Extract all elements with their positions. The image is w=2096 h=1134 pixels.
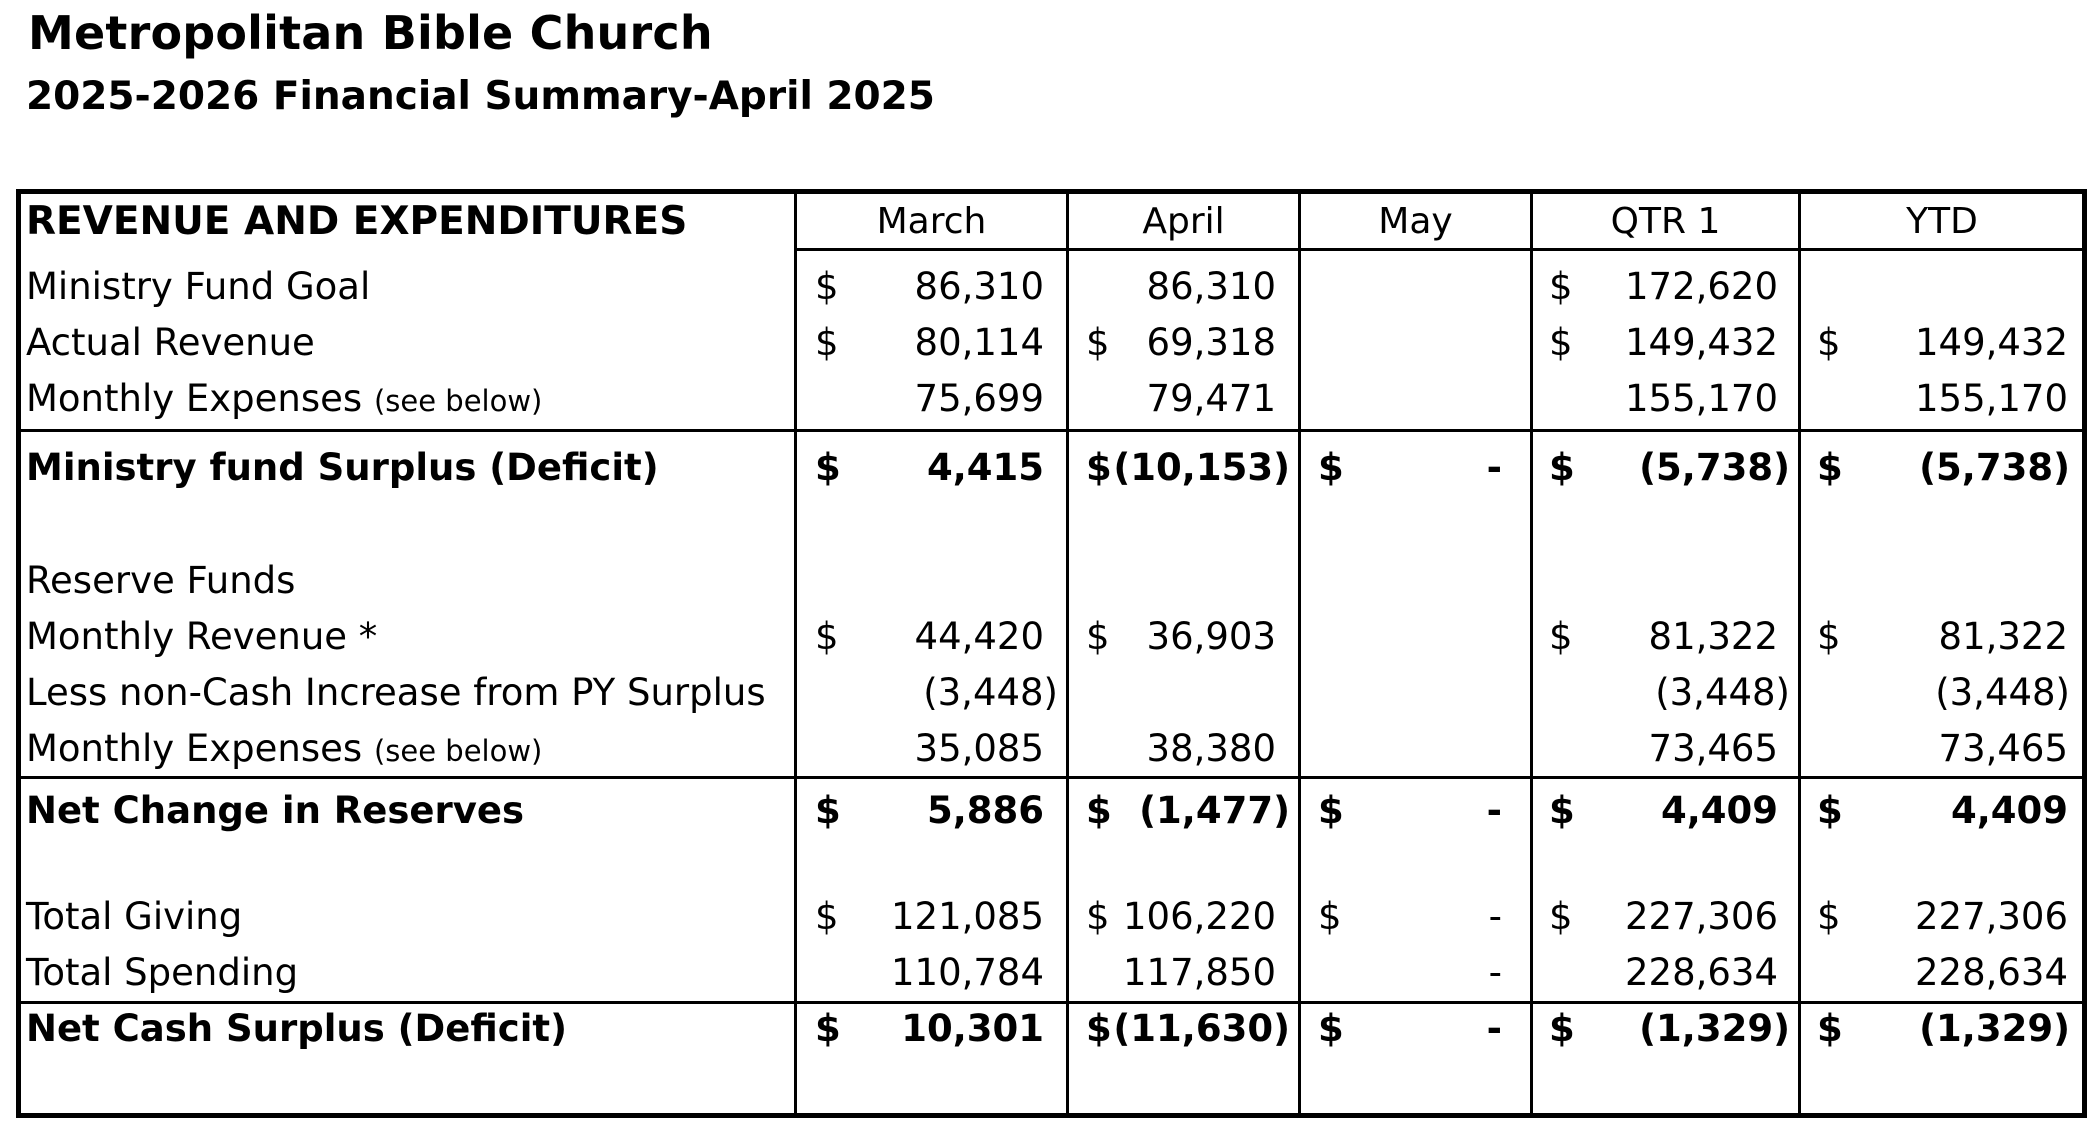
column-header-qtr1: QTR 1	[1610, 201, 1721, 242]
currency-symbol: $	[1817, 1007, 1843, 1050]
amount-cell: (5,738)	[1639, 446, 1790, 489]
table-row	[0, 665, 2096, 721]
table-row	[0, 440, 2096, 496]
amount-cell: 149,432	[1914, 321, 2068, 364]
row-label	[26, 553, 295, 609]
currency-symbol: $	[815, 265, 839, 308]
amount-cell: 155,170	[1914, 377, 2068, 420]
amount-cell: 75,699	[914, 377, 1044, 420]
table-row	[0, 889, 2096, 945]
amount-cell: 81,322	[1938, 615, 2068, 658]
currency-symbol: $	[1817, 895, 1841, 938]
currency-symbol: $	[1318, 895, 1342, 938]
row-label-text: Monthly Expenses	[26, 727, 363, 770]
amount-cell: 227,306	[1624, 895, 1778, 938]
table-row	[0, 315, 2096, 371]
amount-cell: (5,738)	[1919, 446, 2070, 489]
amount-cell: (1,329)	[1919, 1007, 2070, 1050]
currency-symbol: $	[1549, 895, 1573, 938]
amount-cell: -	[1486, 789, 1502, 832]
currency-symbol: $	[1817, 321, 1841, 364]
row-label-text: Actual Revenue	[26, 321, 315, 364]
amount-cell: 155,170	[1624, 377, 1778, 420]
currency-symbol: $	[1318, 446, 1344, 489]
amount-cell: 228,634	[1914, 951, 2068, 994]
row-label	[26, 609, 377, 665]
amount-cell: 5,886	[926, 789, 1044, 832]
amount-cell: 44,420	[914, 615, 1044, 658]
table-row	[0, 371, 2096, 427]
row-label-note: (see below)	[373, 734, 543, 768]
currency-symbol: $	[1318, 1007, 1344, 1050]
amount-cell: 73,465	[1938, 727, 2068, 770]
row-label-text: Total Giving	[26, 895, 243, 938]
amount-cell: (1,329)	[1639, 1007, 1790, 1050]
amount-cell: 38,380	[1146, 727, 1276, 770]
currency-symbol: $	[1549, 265, 1573, 308]
currency-symbol: $	[815, 446, 841, 489]
currency-symbol: $	[1086, 1007, 1112, 1050]
document-subtitle: 2025-2026 Financial Summary-April 2025	[26, 74, 935, 119]
row-label-text: Reserve Funds	[26, 559, 296, 602]
currency-symbol: $	[1086, 789, 1112, 832]
amount-cell: -	[1486, 1007, 1502, 1050]
column-header-may: May	[1378, 201, 1453, 242]
amount-cell: 4,409	[1950, 789, 2068, 832]
currency-symbol: $	[1318, 789, 1344, 832]
amount-cell: 228,634	[1624, 951, 1778, 994]
currency-symbol: $	[1817, 446, 1843, 489]
table-row	[0, 721, 2096, 777]
amount-cell: 4,415	[926, 446, 1044, 489]
amount-cell: -	[1486, 446, 1502, 489]
currency-symbol: $	[815, 615, 839, 658]
row-label	[26, 783, 524, 839]
currency-symbol: $	[1086, 895, 1110, 938]
amount-cell: (3,448)	[1655, 671, 1790, 714]
amount-cell: (1,477)	[1139, 789, 1290, 832]
amount-cell: 149,432	[1624, 321, 1778, 364]
row-label-text: Net Change in Reserves	[26, 789, 524, 832]
row-label	[26, 945, 298, 1001]
column-header-ytd: YTD	[1906, 201, 1978, 242]
column-header-march: March	[876, 201, 987, 242]
row-label	[26, 259, 370, 315]
table-row	[0, 945, 2096, 1001]
row-label-text: Total Spending	[26, 951, 299, 994]
row-label-text: Less non-Cash Increase from PY Surplus	[26, 671, 766, 714]
amount-cell: -	[1488, 895, 1502, 938]
row-divider	[16, 429, 2087, 432]
currency-symbol: $	[1817, 789, 1843, 832]
amount-cell: 110,784	[890, 951, 1044, 994]
currency-symbol: $	[815, 321, 839, 364]
row-label	[26, 371, 542, 427]
amount-cell: 80,114	[914, 321, 1044, 364]
currency-symbol: $	[1549, 789, 1575, 832]
currency-symbol: $	[815, 789, 841, 832]
amount-cell: 117,850	[1122, 951, 1276, 994]
currency-symbol: $	[1086, 615, 1110, 658]
amount-cell: 35,085	[914, 727, 1044, 770]
row-label-text: Monthly Revenue *	[26, 615, 378, 658]
currency-symbol: $	[1817, 615, 1841, 658]
amount-cell: (10,153)	[1113, 446, 1290, 489]
table-row	[0, 553, 2096, 609]
amount-cell: (3,448)	[1935, 671, 2070, 714]
amount-cell: (3,448)	[923, 671, 1058, 714]
currency-symbol: $	[1549, 446, 1575, 489]
amount-cell: 10,301	[901, 1007, 1044, 1050]
amount-cell: 36,903	[1146, 615, 1276, 658]
table-row	[0, 783, 2096, 839]
table-header-row	[0, 194, 2096, 250]
row-label-text: Net Cash Surplus (Deficit)	[26, 1007, 567, 1050]
table-row	[0, 259, 2096, 315]
row-label-text: Ministry fund Surplus (Deficit)	[26, 446, 659, 489]
row-label	[26, 721, 542, 777]
amount-cell: 86,310	[914, 265, 1044, 308]
table-row	[0, 1001, 2096, 1057]
amount-cell: -	[1488, 951, 1502, 994]
row-label	[26, 1001, 567, 1057]
currency-symbol: $	[815, 1007, 841, 1050]
currency-symbol: $	[815, 895, 839, 938]
row-label	[26, 665, 766, 721]
document-title: Metropolitan Bible Church	[28, 6, 713, 60]
amount-cell: 227,306	[1914, 895, 2068, 938]
row-label-note: (see below)	[373, 384, 543, 418]
currency-symbol: $	[1549, 615, 1573, 658]
amount-cell: 73,465	[1648, 727, 1778, 770]
currency-symbol: $	[1086, 321, 1110, 364]
column-header-april: April	[1142, 201, 1225, 242]
amount-cell: (11,630)	[1113, 1007, 1290, 1050]
row-label-text: Ministry Fund Goal	[26, 265, 371, 308]
row-label-text: Monthly Expenses	[26, 377, 363, 420]
amount-cell: 121,085	[890, 895, 1044, 938]
row-label	[26, 440, 659, 496]
amount-cell: 81,322	[1648, 615, 1778, 658]
amount-cell: 69,318	[1146, 321, 1276, 364]
currency-symbol: $	[1549, 1007, 1575, 1050]
row-label	[26, 889, 242, 945]
amount-cell: 79,471	[1146, 377, 1276, 420]
amount-cell: 4,409	[1660, 789, 1778, 832]
amount-cell: 86,310	[1146, 265, 1276, 308]
currency-symbol: $	[1549, 321, 1573, 364]
amount-cell: 172,620	[1624, 265, 1778, 308]
amount-cell: 106,220	[1122, 895, 1276, 938]
table-header-label: REVENUE AND EXPENDITURES	[26, 199, 688, 244]
row-label	[26, 315, 315, 371]
currency-symbol: $	[1086, 446, 1112, 489]
table-row	[0, 609, 2096, 665]
